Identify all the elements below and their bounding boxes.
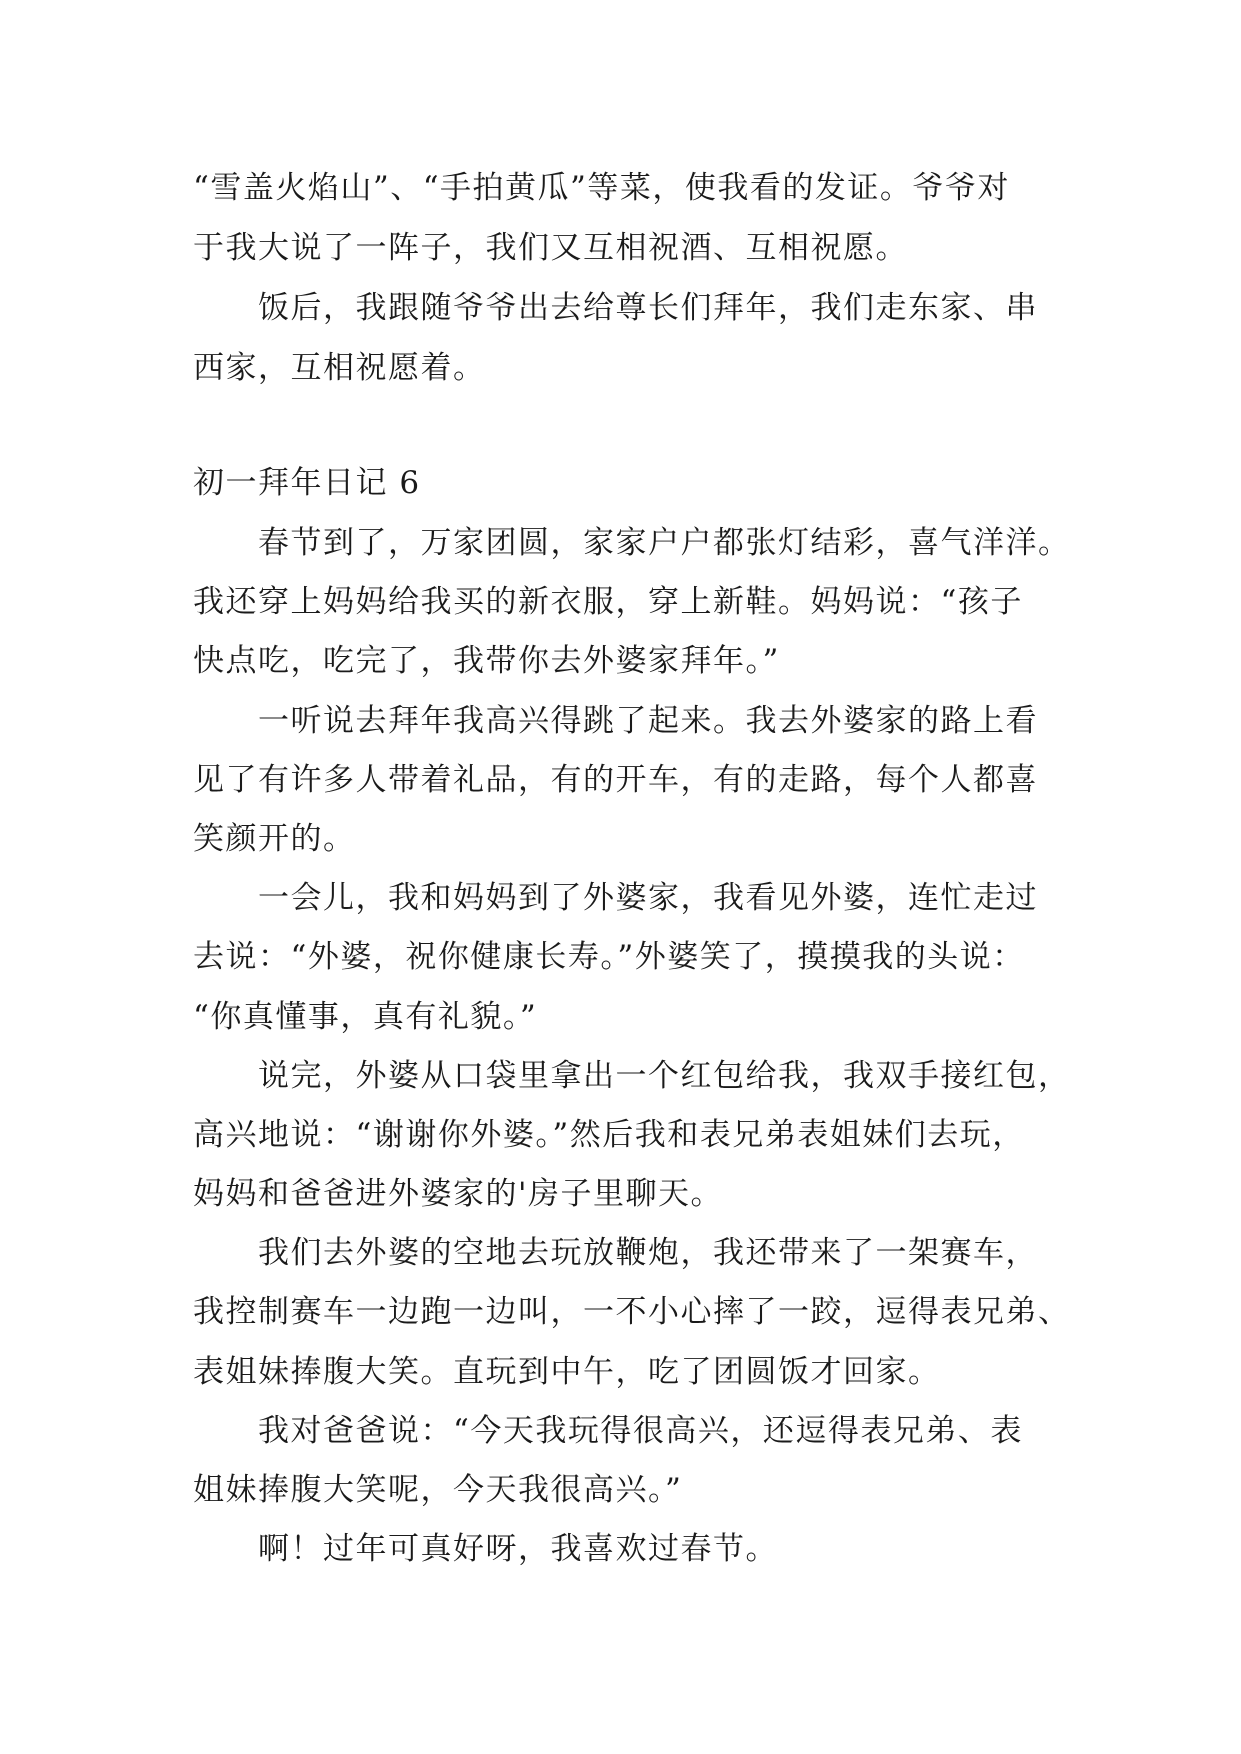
text-line: 春节到了，万家团圆，家家户户都张灯结彩，喜气洋洋。 — [258, 525, 1071, 561]
text-line: 高兴地说：“谢谢你外婆。”然后我和表兄弟表姐妹们去玩， — [193, 1117, 1025, 1153]
text-line: 见了有许多人带着礼品，有的开车，有的走路，每个人都喜 — [193, 762, 1038, 798]
text-line: 西家，互相祝愿着。 — [193, 350, 486, 386]
text-line: 啊！过年可真好呀，我喜欢过春节。 — [258, 1531, 778, 1567]
text-line: “你真懂事，真有礼貌。” — [193, 999, 538, 1035]
text-line: 去说：“外婆，祝你健康长寿。”外婆笑了，摸摸我的头说： — [193, 939, 1025, 975]
text-line: 快点吃，吃完了，我带你去外婆家拜年。” — [193, 643, 780, 679]
text-line: 于我大说了一阵子，我们又互相祝酒、互相祝愿。 — [193, 230, 908, 266]
text-line: 表姐妹捧腹大笑。直玩到中午，吃了团圆饭才回家。 — [193, 1354, 941, 1390]
text-line: 笑颜开的。 — [193, 821, 356, 857]
text-line: 一会儿，我和妈妈到了外婆家，我看见外婆，连忙走过 — [258, 880, 1038, 916]
section-title: 初一拜年日记 6 — [193, 465, 421, 501]
text-line: 我控制赛车一边跑一边叫，一不小心摔了一跤，逗得表兄弟、 — [193, 1294, 1071, 1330]
text-line: 我对爸爸说：“今天我玩得很高兴，还逗得表兄弟、表 — [258, 1413, 1023, 1449]
text-line: 我们去外婆的空地去玩放鞭炮，我还带来了一架赛车， — [258, 1235, 1038, 1271]
text-line: 我还穿上妈妈给我买的新衣服，穿上新鞋。妈妈说：“孩子 — [193, 584, 1023, 620]
text-line: “雪盖火焰山”、“手拍黄瓜”等菜，使我看的发证。爷爷对 — [193, 170, 1010, 206]
text-line: 妈妈和爸爸进外婆家的'房子里聊天。 — [193, 1176, 724, 1212]
text-line: 说完，外婆从口袋里拿出一个红包给我，我双手接红包， — [258, 1058, 1071, 1094]
text-line: 一听说去拜年我高兴得跳了起来。我去外婆家的路上看 — [258, 703, 1038, 739]
text-line: 饭后，我跟随爷爷出去给尊长们拜年，我们走东家、串 — [258, 290, 1038, 326]
text-line: 姐妹捧腹大笑呢，今天我很高兴。” — [193, 1472, 683, 1508]
